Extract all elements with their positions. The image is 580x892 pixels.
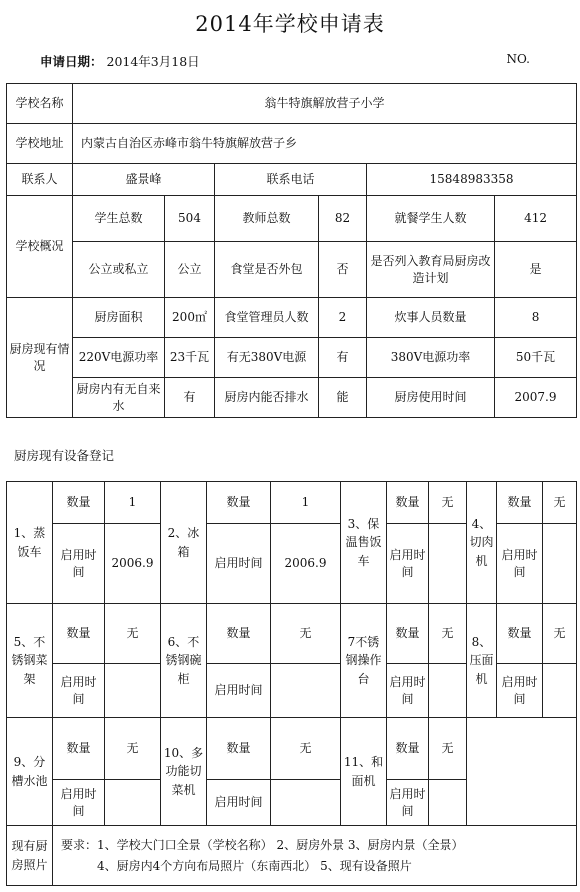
cooks-label: 炊事人员数量 bbox=[367, 298, 495, 338]
qty-label: 数量 bbox=[53, 604, 105, 664]
qty-value: 无 bbox=[105, 718, 161, 780]
qty-label: 数量 bbox=[53, 482, 105, 524]
qty-value: 无 bbox=[543, 482, 577, 524]
start-time-value bbox=[105, 780, 161, 826]
qty-value: 1 bbox=[271, 482, 341, 524]
start-time-value: 2006.9 bbox=[105, 524, 161, 604]
equipment-name: 3、保温售饭车 bbox=[341, 482, 387, 604]
start-time-label: 启用时间 bbox=[387, 524, 429, 604]
apply-date-value: 2014年3月18日 bbox=[106, 54, 200, 69]
page-title: 2014年学校申请表 bbox=[195, 12, 385, 36]
kitchen-usetime-label: 厨房使用时间 bbox=[367, 378, 495, 418]
qty-label: 数量 bbox=[497, 482, 543, 524]
qty-value: 无 bbox=[429, 482, 467, 524]
renovation-plan-label: 是否列入教育局厨房改造计划 bbox=[367, 242, 495, 298]
start-time-value bbox=[543, 524, 577, 604]
equipment-name: 4、切肉机 bbox=[467, 482, 497, 604]
public-private-value: 公立 bbox=[165, 242, 215, 298]
start-time-label: 启用时间 bbox=[53, 664, 105, 718]
overview-label: 学校概况 bbox=[7, 196, 73, 298]
school-name-value: 翁牛特旗解放营子小学 bbox=[73, 84, 577, 124]
form-number-label: NO. bbox=[506, 52, 530, 66]
school-name-label: 学校名称 bbox=[7, 84, 73, 124]
equipment-name: 8、压面机 bbox=[467, 604, 497, 718]
photos-label: 现有厨房照片 bbox=[7, 826, 53, 886]
qty-label: 数量 bbox=[53, 718, 105, 780]
kitchen-usetime-value: 2007.9 bbox=[495, 378, 577, 418]
equipment-table bbox=[6, 481, 577, 886]
teachers-value: 82 bbox=[319, 196, 367, 242]
diners-label: 就餐学生人数 bbox=[367, 196, 495, 242]
qty-label: 数量 bbox=[387, 482, 429, 524]
qty-label: 数量 bbox=[207, 604, 271, 664]
start-time-value bbox=[105, 664, 161, 718]
outsourced-label: 食堂是否外包 bbox=[215, 242, 319, 298]
school-address-label: 学校地址 bbox=[7, 124, 73, 164]
start-time-value bbox=[271, 780, 341, 826]
public-private-label: 公立或私立 bbox=[73, 242, 165, 298]
start-time-label: 启用时间 bbox=[387, 664, 429, 718]
apply-date-line bbox=[40, 52, 530, 70]
power-220v-value: 23千瓦 bbox=[165, 338, 215, 378]
qty-value: 无 bbox=[105, 604, 161, 664]
qty-value: 无 bbox=[271, 718, 341, 780]
phone-value: 15848983358 bbox=[367, 164, 577, 196]
start-time-label: 启用时间 bbox=[497, 524, 543, 604]
start-time-value bbox=[271, 664, 341, 718]
has-380v-label: 有无380V电源 bbox=[215, 338, 319, 378]
students-value: 504 bbox=[165, 196, 215, 242]
qty-value: 无 bbox=[271, 604, 341, 664]
start-time-label: 启用时间 bbox=[53, 524, 105, 604]
qty-label: 数量 bbox=[387, 604, 429, 664]
phone-label: 联系电话 bbox=[215, 164, 367, 196]
outsourced-value: 否 bbox=[319, 242, 367, 298]
renovation-plan-value: 是 bbox=[495, 242, 577, 298]
tap-water-value: 有 bbox=[165, 378, 215, 418]
school-address-value: 内蒙古自治区赤峰市翁牛特旗解放营子乡 bbox=[73, 124, 577, 164]
contact-label: 联系人 bbox=[7, 164, 73, 196]
qty-label: 数量 bbox=[207, 718, 271, 780]
equipment-name: 1、蒸饭车 bbox=[7, 482, 53, 604]
equipment-name: 9、分槽水池 bbox=[7, 718, 53, 826]
power-380v-value: 50千瓦 bbox=[495, 338, 577, 378]
qty-value: 无 bbox=[543, 604, 577, 664]
photo-requirements bbox=[53, 826, 577, 886]
start-time-label: 启用时间 bbox=[207, 664, 271, 718]
start-time-label: 启用时间 bbox=[207, 780, 271, 826]
power-380v-label: 380V电源功率 bbox=[367, 338, 495, 378]
drainage-value: 能 bbox=[319, 378, 367, 418]
qty-label: 数量 bbox=[207, 482, 271, 524]
start-time-value bbox=[543, 664, 577, 718]
equipment-name: 7不锈钢操作台 bbox=[341, 604, 387, 718]
managers-label: 食堂管理员人数 bbox=[215, 298, 319, 338]
cooks-value: 8 bbox=[495, 298, 577, 338]
contact-value: 盛景峰 bbox=[73, 164, 215, 196]
kitchen-area-label: 厨房面积 bbox=[73, 298, 165, 338]
start-time-value bbox=[429, 664, 467, 718]
photo-requirements-line-2: 4、厨房内4个方向布局照片（东南西北） 5、现有设备照片 bbox=[97, 858, 412, 873]
equipment-name: 6、不锈钢碗柜 bbox=[161, 604, 207, 718]
qty-value: 1 bbox=[105, 482, 161, 524]
students-label: 学生总数 bbox=[73, 196, 165, 242]
qty-value: 无 bbox=[429, 718, 467, 780]
start-time-value bbox=[429, 780, 467, 826]
equipment-name: 10、多功能切菜机 bbox=[161, 718, 207, 826]
start-time-value: 2006.9 bbox=[271, 524, 341, 604]
equipment-name: 2、冰箱 bbox=[161, 482, 207, 604]
start-time-label: 启用时间 bbox=[387, 780, 429, 826]
start-time-label: 启用时间 bbox=[497, 664, 543, 718]
diners-value: 412 bbox=[495, 196, 577, 242]
equipment-name: 5、不锈钢菜架 bbox=[7, 604, 53, 718]
drainage-label: 厨房内能否排水 bbox=[215, 378, 319, 418]
has-380v-value: 有 bbox=[319, 338, 367, 378]
school-info-table bbox=[6, 83, 577, 418]
equipment-section-title: 厨房现有设备登记 bbox=[14, 448, 115, 463]
kitchen-status-label: 厨房现有情况 bbox=[7, 298, 73, 418]
qty-value: 无 bbox=[429, 604, 467, 664]
qty-label: 数量 bbox=[387, 718, 429, 780]
start-time-label: 启用时间 bbox=[53, 780, 105, 826]
qty-label: 数量 bbox=[497, 604, 543, 664]
start-time-value bbox=[429, 524, 467, 604]
kitchen-area-value: 200㎡ bbox=[165, 298, 215, 338]
start-time-label: 启用时间 bbox=[207, 524, 271, 604]
tap-water-label: 厨房内有无自来水 bbox=[73, 378, 165, 418]
equipment-name: 11、和面机 bbox=[341, 718, 387, 826]
apply-date-label: 申请日期： bbox=[40, 54, 103, 69]
empty-cell bbox=[467, 718, 577, 826]
managers-value: 2 bbox=[319, 298, 367, 338]
photo-requirements-line-1: 要求：1、学校大门口全景（学校名称） 2、厨房外景 3、厨房内景（全景） bbox=[61, 838, 464, 853]
power-220v-label: 220V电源功率 bbox=[73, 338, 165, 378]
teachers-label: 教师总数 bbox=[215, 196, 319, 242]
